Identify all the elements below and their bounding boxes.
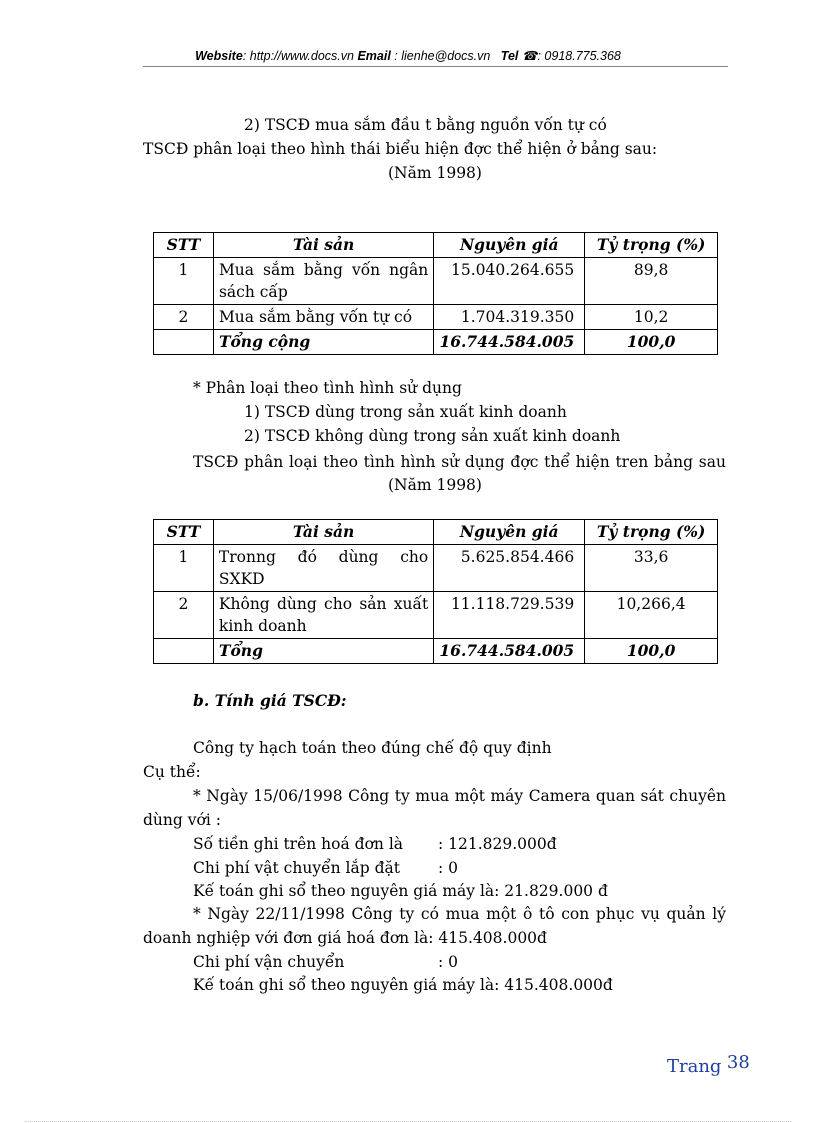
section2-line4: TSCĐ phân loại theo tình hình sử dụng đợc thể hiện tren bảng sau [193,453,726,471]
website-label: Website [195,49,243,63]
tel-value: : 0918.775.368 [537,49,621,63]
table-row [154,545,718,592]
section2-line1: * Phân loại theo tình hình sử dụng [193,379,462,397]
cell-ratio: 89,8 [585,258,718,305]
header-rule [143,66,728,67]
phone-icon: ☎ [521,49,538,63]
section3-p4-value: : 121.829.000đ [438,835,557,853]
cell-asset [213,592,433,639]
section3-p5-value: : 0 [438,859,459,877]
cell-stt: 1 [154,258,214,305]
section3-p1: Công ty hạch toán theo đúng chế độ quy định [193,739,552,757]
section1-line2: TSCĐ phân loại theo hình thái biểu hiện đợc thể hiện ở bảng sau: [143,140,658,158]
col-header: Tỷ trọng (%) [585,233,718,258]
section3-p8-label: Chi phí vận chuyển [193,953,345,971]
cell-total-value: 16.744.584.005 [434,330,585,355]
section3-p5-label: Chi phí vật chuyển lắp đặt [193,859,400,877]
cell-asset-line: sách cấp [218,283,288,301]
cell-total-ratio: 100,0 [585,330,718,355]
cell-asset: Mua sắm bằng vốn tự có [213,305,433,330]
cell-stt: 2 [154,592,214,639]
website-value: : http://www.docs.vn [242,49,354,63]
table-usage [153,519,718,664]
col-header: Tài sản [213,233,433,258]
cell-ratio: 10,2 [585,305,718,330]
cell-stt: 1 [154,545,214,592]
col-header: STT [154,520,214,545]
section3-p4-label: Số tiền ghi trên hoá đơn là [193,835,404,853]
email-label: Email [357,49,391,63]
cell-total-ratio: 100,0 [585,639,718,664]
table-header-row [154,233,718,258]
cell-asset [213,258,433,305]
cell-value: 11.118.729.539 [434,592,585,639]
section3-p8-value: : 0 [438,953,459,971]
table-row [154,258,718,305]
footer-rule [25,1121,791,1122]
section1-line1: 2) TSCĐ mua sắm đầu t bằng nguồn vốn tự có [244,116,607,134]
cell-ratio: 10,266,4 [585,592,718,639]
table-total-row [154,330,718,355]
table-capital-source [153,232,718,355]
section3-p3a: * Ngày 15/06/1998 Công ty mua một máy Camera quan sát chuyên [193,787,726,805]
cell-stt: 2 [154,305,214,330]
section3-p3b: dùng với : [143,811,221,829]
cell-asset-line: kinh doanh [218,617,307,635]
section3-p9: Kế toán ghi sổ theo nguyên giá máy là: 415.408.000đ [193,976,613,994]
cell-total-label: Tổng [213,639,433,664]
section3-p2: Cụ thể: [143,763,201,781]
page-number-value: 38 [726,1052,750,1073]
page-header [0,48,816,63]
col-header: Tài sản [213,520,433,545]
col-header: STT [154,233,214,258]
section2-line5: (Năm 1998) [388,476,482,494]
cell-asset-line: Tronng đó dùng cho [218,548,429,566]
col-header: Tỷ trọng (%) [585,520,718,545]
table-row [154,305,718,330]
cell-value: 1.704.319.350 [434,305,585,330]
cell-ratio: 33,6 [585,545,718,592]
email-value: : lienhe@docs.vn [390,49,491,63]
cell-total-value: 16.744.584.005 [434,639,585,664]
section3-p7a: * Ngày 22/11/1998 Công ty có mua một ô tô con phục vụ quản lý [193,905,726,923]
cell-asset-line: Không dùng cho sản xuất [218,595,429,613]
section3-p7b: doanh nghiệp với đơn giá hoá đơn là: 415.408.000đ [143,929,547,947]
cell-value: 5.625.854.466 [434,545,585,592]
col-header: Nguyên giá [434,233,585,258]
col-header: Nguyên giá [434,520,585,545]
page-number [667,1052,750,1077]
section2-line2: 1) TSCĐ dùng trong sản xuất kinh doanh [244,403,567,421]
section1-line3: (Năm 1998) [388,164,482,182]
table-header-row [154,520,718,545]
cell-asset [213,545,433,592]
table-total-row [154,639,718,664]
section3-p6: Kế toán ghi sổ theo nguyên giá máy là: 21.829.000 đ [193,882,608,900]
cell-asset-line: SXKD [218,570,265,588]
cell-stt [154,330,214,355]
table-row [154,592,718,639]
cell-value: 15.040.264.655 [434,258,585,305]
section3-heading: b. Tính giá TSCĐ: [193,691,347,710]
cell-total-label: Tổng cộng [213,330,433,355]
cell-asset-line: Mua sắm bằng vốn ngân [218,261,429,279]
tel-label: Tel [500,49,519,63]
page-label: Trang [667,1056,722,1077]
section2-line3: 2) TSCĐ không dùng trong sản xuất kinh doanh [244,427,621,445]
cell-stt [154,639,214,664]
